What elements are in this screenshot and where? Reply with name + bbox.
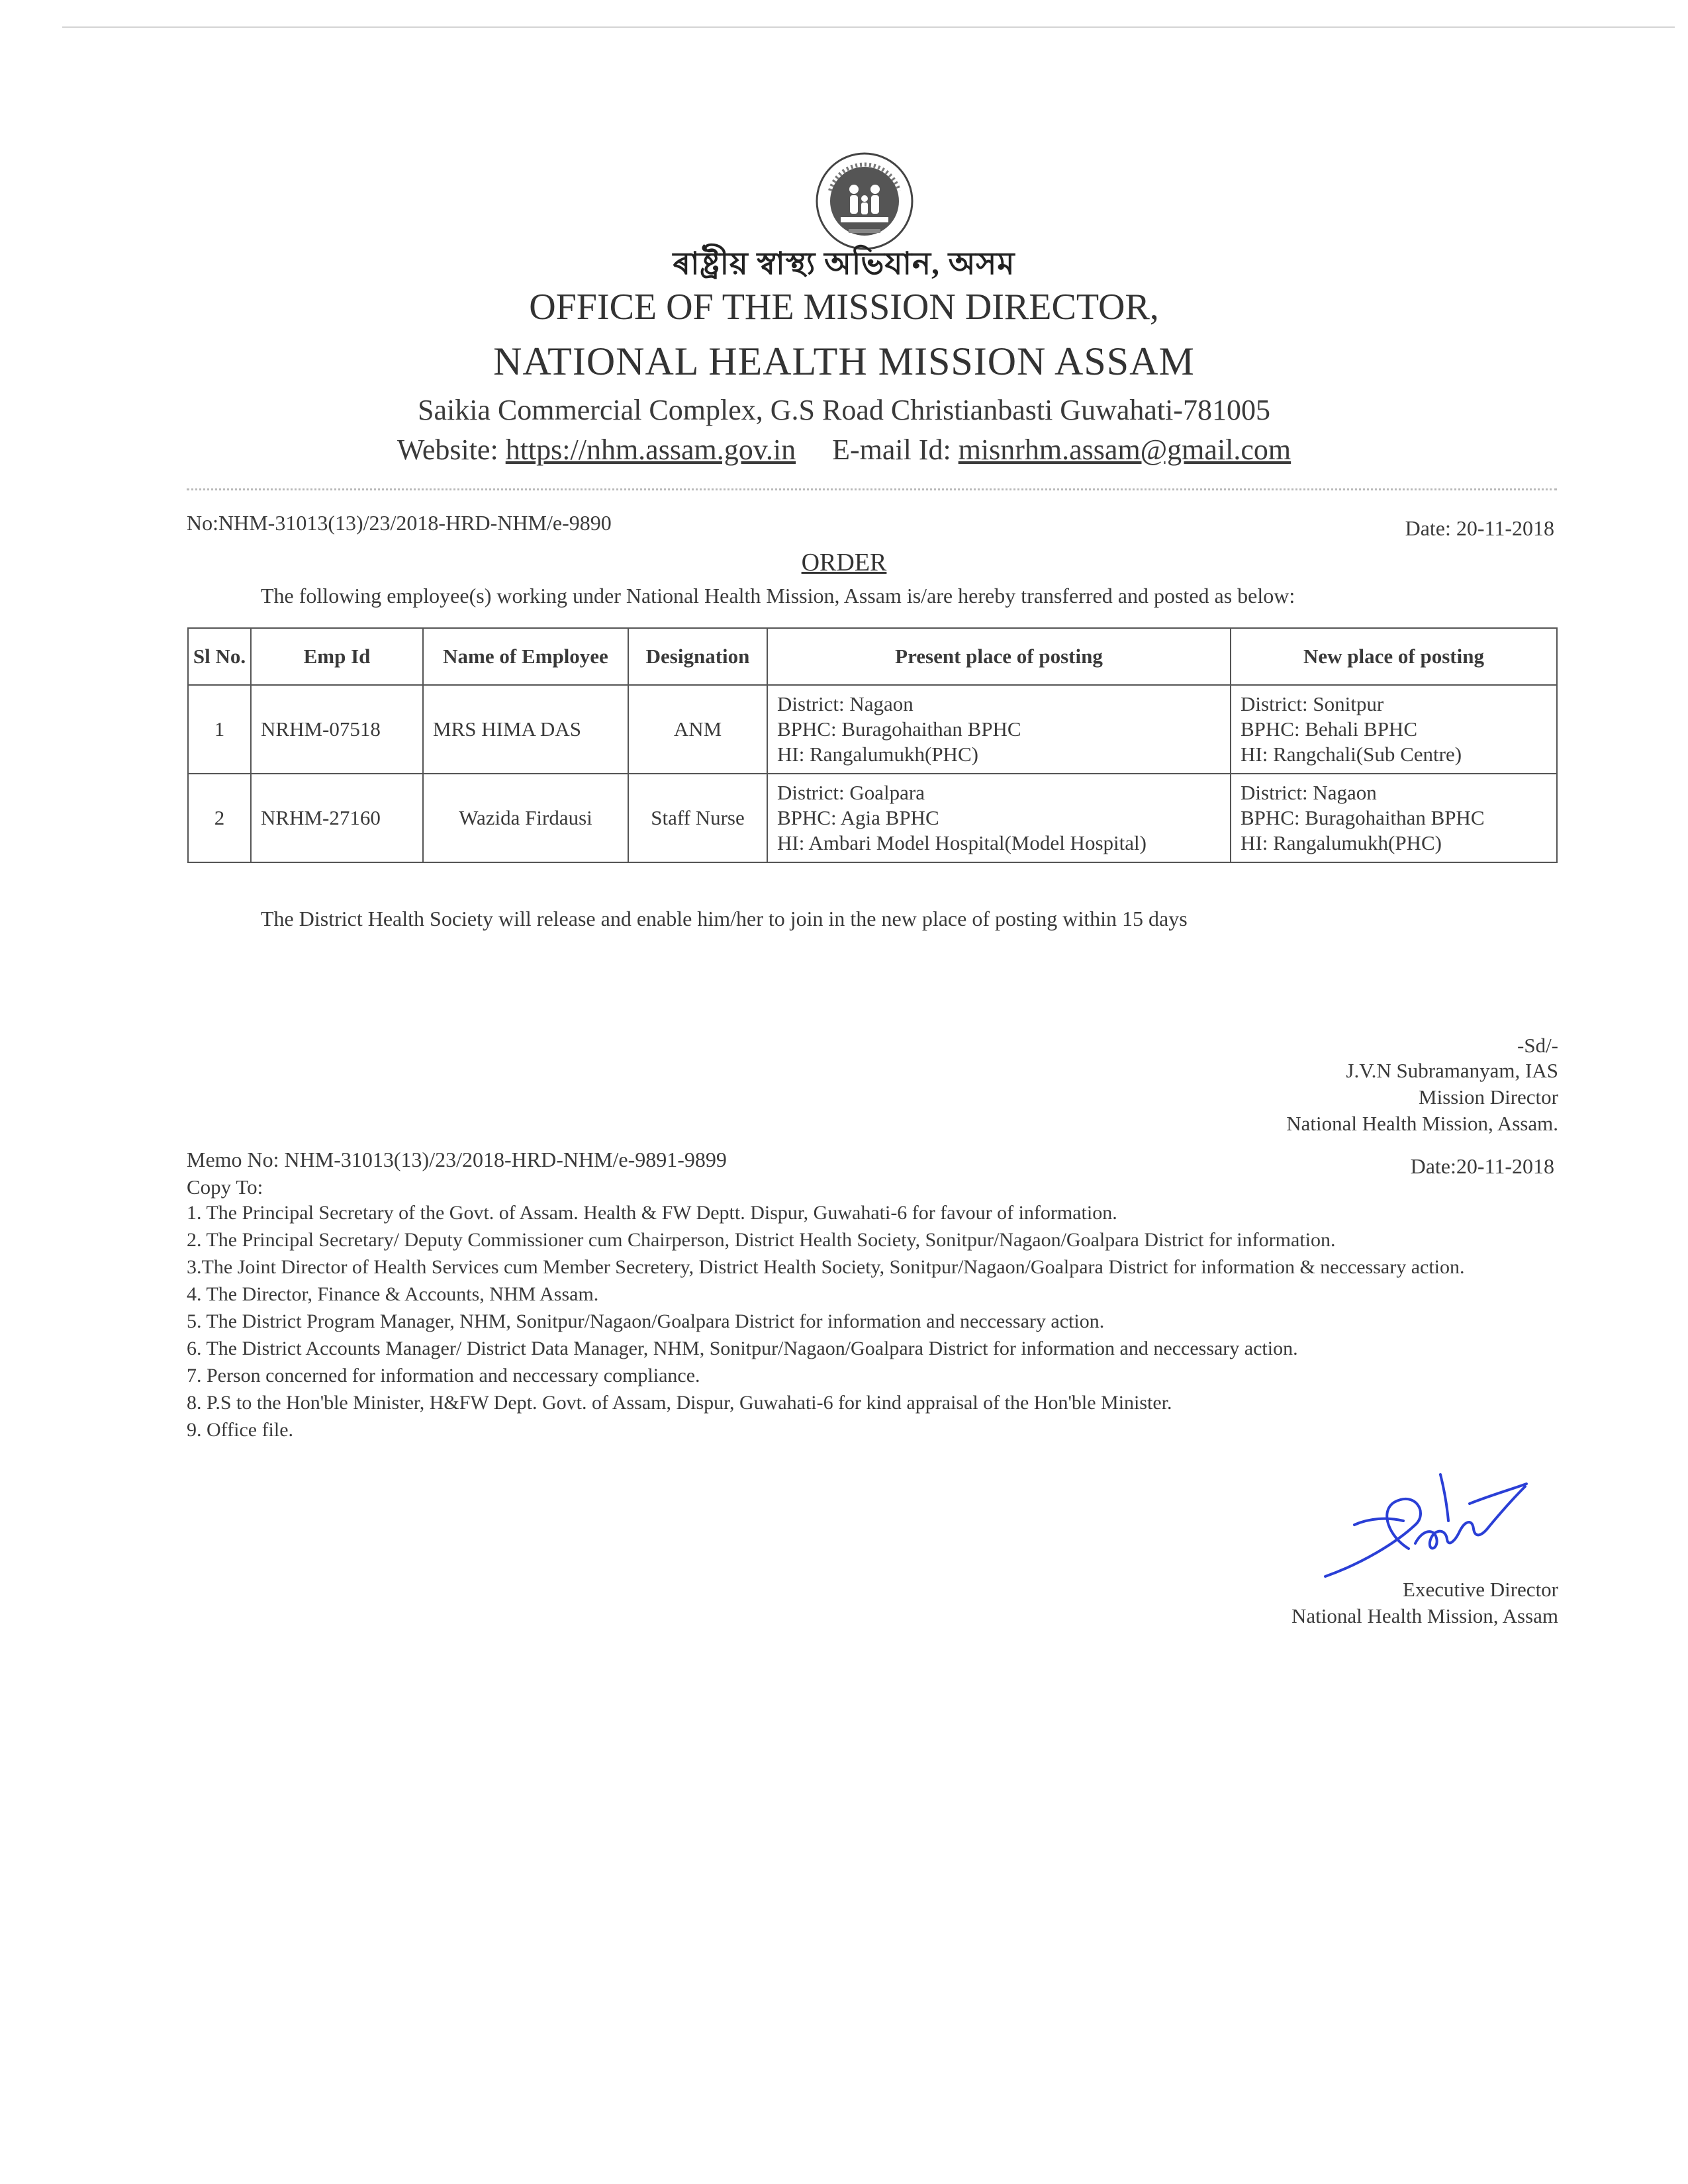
signatory-org: National Health Mission, Assam. [1286,1112,1558,1135]
present-district: District: Goalpara [777,781,925,804]
bengali-title: ৰাষ্ট্ৰীয় স্বাস্থ্য অভিযান, অসম [673,247,1015,281]
list-item: 9. Office file. [187,1419,294,1441]
header-new-posting: New place of posting [1231,628,1557,685]
present-posting-cell [767,774,1231,862]
order-intro: The following employee(s) working under National Health Mission, Assam is/are hereby transferred and posted as below: [261,584,1295,608]
website-link[interactable]: https://nhm.assam.gov.in [505,433,796,466]
sl-cell: 2 [188,774,251,862]
list-item: 2. The Principal Secretary/ Deputy Commissioner cum Chairperson, District Health Society, Sonitpur/Nagaon/Goalpara District for information. [187,1229,1336,1251]
copy-to-label: Copy To: [187,1175,263,1199]
signatory-title: Mission Director [1419,1085,1558,1109]
scan-edge-line [62,26,1675,28]
contact-line [0,433,1688,467]
order-date: Date: 20-11-2018 [1405,516,1554,540]
header-emp-id: Emp Id [251,628,423,685]
organization-title: NATIONAL HEALTH MISSION ASSAM [493,340,1195,383]
list-item: 8. P.S to the Hon'ble Minister, H&FW Dept. Govt. of Assam, Dispur, Guwahati-6 for kind appraisal of the Hon'ble Minister. [187,1392,1172,1414]
email-link[interactable]: misnrhm.assam@gmail.com [958,433,1291,466]
header-present-posting: Present place of posting [767,628,1231,685]
memo-date: Date:20-11-2018 [1410,1154,1554,1178]
emp-id-cell: NRHM-07518 [251,685,423,774]
new-posting-cell [1231,774,1557,862]
new-bphc: BPHC: Behali BPHC [1241,717,1417,741]
list-item: 3.The Joint Director of Health Services cum Member Secretery, District Health Society, Sonitpur/Nagaon/Goalpara District for information & neccessary action. [187,1256,1465,1278]
new-hi: HI: Rangalumukh(PHC) [1241,831,1442,854]
signatory-sd: -Sd/- [1517,1034,1558,1057]
transfer-table [187,627,1558,863]
sl-cell: 1 [188,685,251,774]
present-bphc: BPHC: Buragohaithan BPHC [777,717,1021,741]
new-bphc: BPHC: Buragohaithan BPHC [1241,806,1485,829]
office-address: Saikia Commercial Complex, G.S Road Christianbasti Guwahati-781005 [417,394,1271,426]
header-divider [187,488,1557,490]
new-posting-cell [1231,685,1557,774]
present-hi: HI: Ambari Model Hospital(Model Hospital) [777,831,1147,854]
table-header-row [188,628,1557,685]
order-title: ORDER [801,549,887,576]
designation-cell: ANM [628,685,767,774]
designation-cell: Staff Nurse [628,774,767,862]
present-hi: HI: Rangalumukh(PHC) [777,743,978,766]
new-district: District: Sonitpur [1241,692,1384,715]
present-bphc: BPHC: Agia BPHC [777,806,939,829]
employee-name-cell: MRS HIMA DAS [423,685,628,774]
header-designation: Designation [628,628,767,685]
executive-org: National Health Mission, Assam [1291,1604,1558,1627]
header-sl-no: Sl No. [188,628,251,685]
signatory-name: J.V.N Subramanyam, IAS [1346,1059,1558,1082]
memo-number: Memo No: NHM-31013(13)/23/2018-HRD-NHM/e-9891-9899 [187,1148,727,1171]
present-district: District: Nagaon [777,692,914,715]
new-hi: HI: Rangchali(Sub Centre) [1241,743,1462,766]
order-number: No:NHM-31013(13)/23/2018-HRD-NHM/e-9890 [187,511,612,535]
new-district: District: Nagaon [1241,781,1377,804]
list-item: 6. The District Accounts Manager/ District Data Manager, NHM, Sonitpur/Nagaon/Goalpara District for information and neccessary action. [187,1338,1298,1359]
release-note: The District Health Society will release and enable him/her to join in the new place of posting within 15 days [261,907,1188,931]
list-item: 1. The Principal Secretary of the Govt. of Assam. Health & FW Deptt. Dispur, Guwahati-6 for favour of information. [187,1202,1117,1224]
employee-name-cell: Wazida Firdausi [423,774,628,862]
office-title: OFFICE OF THE MISSION DIRECTOR, [529,287,1159,328]
list-item: 5. The District Program Manager, NHM, Sonitpur/Nagaon/Goalpara District for information and neccessary action. [187,1310,1105,1332]
present-posting-cell [767,685,1231,774]
executive-title: Executive Director [1403,1578,1558,1601]
emp-id-cell: NRHM-27160 [251,774,423,862]
website-label: Website: [397,433,498,466]
table-row [188,685,1557,774]
list-item: 7. Person concerned for information and neccessary compliance. [187,1365,700,1387]
nhm-emblem-icon [814,151,915,251]
email-label: E-mail Id: [832,433,951,466]
copy-list [187,1199,1564,1443]
list-item: 4. The Director, Finance & Accounts, NHM Assam. [187,1283,599,1305]
header-name: Name of Employee [423,628,628,685]
handwritten-signature [1316,1464,1534,1590]
table-row [188,774,1557,862]
